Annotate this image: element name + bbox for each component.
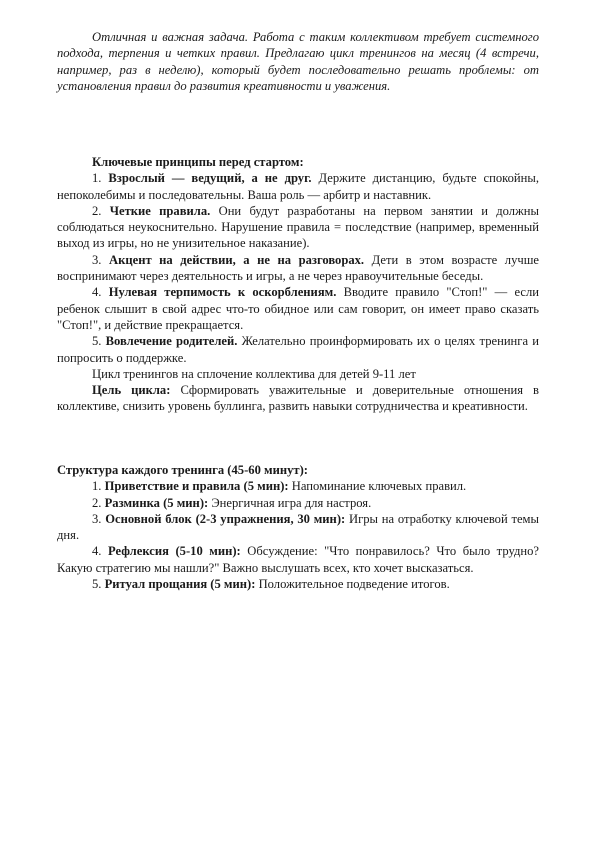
principle-item [57,333,539,366]
structure-item [57,511,539,544]
intro-paragraph [57,29,539,94]
item-number: 4. [92,285,102,300]
item-title: Четкие правила. [109,203,211,218]
item-title: Вовлечение родителей. [105,334,238,349]
item-text: Энергичная игра для настроя. [211,495,372,510]
item-text: Они будут разработаны на первом занятии и должны соблюдаться неукоснительно. Нарушение правила = последствие (например, временный выход из игры, но не унизительное наказание). [57,203,539,251]
item-number: 5. [92,334,102,349]
principle-item [57,284,539,333]
item-number: 3. [92,252,102,267]
item-number: 4. [92,544,102,559]
intro-text: Отличная и важная задача. Работа с таким коллективом требует системного подхода, терпения и четких правил. Предлагаю цикл тренингов на месяц (4 встречи, например, раз в неделю), который будет последовательно решать проблемы: от установления правил до развития креативности и уважения. [57,30,539,93]
goal-label: Цель цикла: [92,383,171,398]
item-number: 3. [92,511,102,526]
item-text: Желательно проинформировать их о целях тренинга и попросить о поддержке. [57,334,539,365]
item-text: Положительное подведение итогов. [258,577,450,592]
item-title: Акцент на действии, а не на разговорах. [109,252,365,267]
structure-section [57,462,539,592]
principle-item [57,252,539,285]
goal-paragraph [57,382,539,415]
item-text: Вводите правило "Стоп!" — если ребенок слышит в свой адрес что-то обидное или сам говорит, он имеет право сказать "Стоп!", и действие прекращается. [57,285,540,332]
item-title: Нулевая терпимость к оскорблениям. [108,285,337,300]
principles-section [57,154,539,415]
structure-item [57,478,539,494]
item-text: Напоминание ключевых правил. [291,479,467,494]
item-text: Дети в этом возрасте лучше воспринимают через деятельность и игры, а не через нравоучительные беседы. [57,252,539,284]
item-text: Держите дистанцию, будьте спокойны, непоколебимы и последовательны. Ваша роль — арбитр и наставник. [57,171,539,202]
item-number: 1. [92,171,102,186]
item-number: 1. [92,479,102,494]
item-text: Обсуждение: "Что понравилось? Что было трудно? Какую стратегию мы нашли?" Важно выслушать всех, кто хочет высказаться. [57,544,540,575]
goal-text: Сформировать уважительные и доверительные отношения в коллективе, снизить уровень буллинга, развить навыки сотрудничества и креативности. [57,383,539,414]
item-number: 5. [92,577,102,592]
item-title: Взрослый — ведущий, а не друг. [108,171,312,186]
item-title: Основной блок (2-3 упражнения, 30 мин): [105,511,346,526]
item-text: Игры на отработку ключевой темы дня. [57,511,539,543]
structure-item [57,543,539,576]
item-number: 2. [92,203,102,218]
cycle-title: Цикл тренингов на сплочение коллектива для детей 9-11 лет [92,366,416,381]
principle-item [57,203,539,252]
principles-heading: Ключевые принципы перед стартом: [92,155,304,169]
item-number: 2. [92,495,102,510]
structure-heading: Структура каждого тренинга (45-60 минут): [57,463,308,477]
item-title: Разминка (5 мин): [104,495,209,510]
structure-item [57,495,539,511]
item-title: Ритуал прощания (5 мин): [104,577,256,592]
structure-item [57,576,539,592]
item-title: Приветствие и правила (5 мин): [104,479,289,494]
principle-item [57,170,539,203]
item-title: Рефлексия (5-10 мин): [108,544,241,559]
